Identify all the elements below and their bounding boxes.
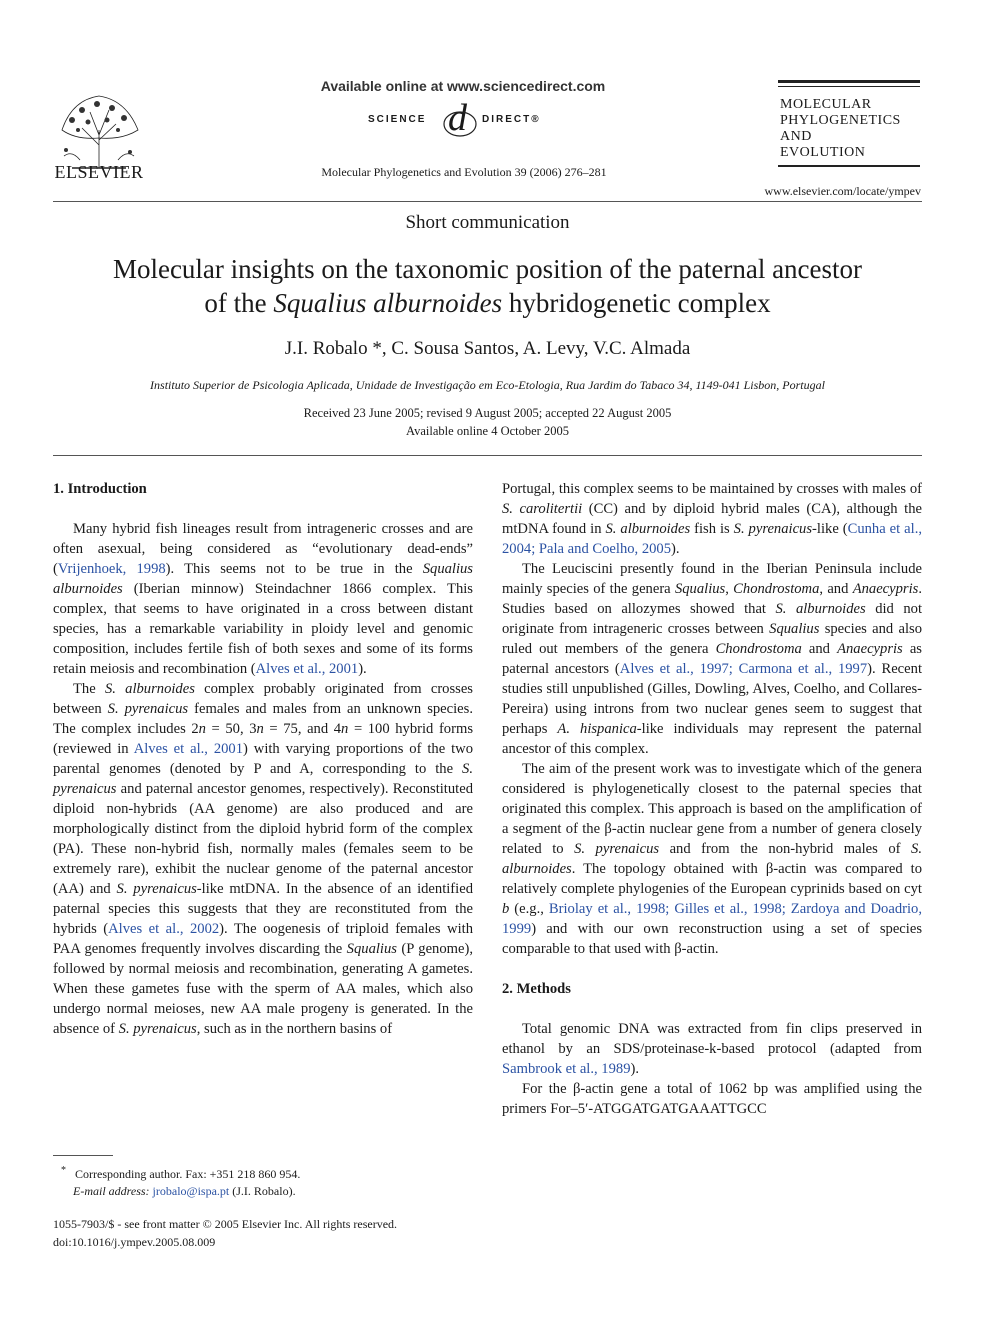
title-text: hybridogenetic complex — [502, 288, 771, 318]
footnote-divider — [53, 1155, 113, 1156]
citation-link[interactable]: Alves et al., 2001 — [133, 741, 244, 757]
available-online-date: Available online 4 October 2005 — [406, 424, 569, 438]
title-line-2 — [53, 286, 922, 320]
journal-brand-line: MOLECULAR — [780, 97, 872, 112]
email-label: E-mail address: — [73, 1184, 150, 1198]
sciencedirect-left-text: SCIENCE — [368, 114, 427, 125]
sciencedirect-swoosh-icon — [440, 104, 480, 140]
header-divider — [53, 201, 922, 202]
title-species-name: Squalius alburnoides — [273, 288, 503, 318]
sciencedirect-d-glyph: d — [448, 97, 467, 139]
paragraph: Many hybrid fish lineages result from intrageneric crosses and are often asexual, being considered as “evolutionary dead-ends” (Vrijenhoek, 1998). This seems not to be true in the Squalius alburnoides (Iberian minnow) Steindachner 1866 complex. This complex, that seems to have originated in a cross between distant species, has a remarkable variability in ploidy level and genomic composition, includes fertile fish of both sexes and some of its forms retain meiosis and recombination (Alves et al., 2001). — [53, 521, 473, 677]
paragraph: The aim of the present work was to investigate which of the genera considered is phylogenetically closest to the paternal species that originated this complex. This approach is based on the amplification of a segment of the β-actin nuclear gene from a number of genera closely related to S. pyrenaicus and from the non-hybrid males of S. alburnoides. The topology obtained with β-actin was compared to relatively complete phylogenies of the European cyprinids based on cyt b (e.g., Briolay et al., 1998; Gilles et al., 1998; Zardoya and Doadrio, 1999) and with our own reconstruction using a set of species comparable to that used with β-actin. — [502, 761, 922, 957]
section-heading-introduction: 1. Introduction — [53, 481, 147, 497]
journal-brand-rule — [778, 165, 920, 167]
paragraph: Portugal, this complex seems to be maintained by crosses with males of S. carolitertii (CC) and by diploid hybrid males (CA), although the mtDNA found in S. alburnoides fish is S. pyrenaicus-like (Cunha et al., 2004; Pala and Coelho, 2005). — [502, 481, 922, 557]
sciencedirect-logo[interactable] — [368, 97, 558, 140]
citation-link[interactable]: Cunha et al., 2004; Pala and Coelho, 2005 — [502, 521, 922, 557]
footnote-line — [53, 1183, 473, 1200]
citation-link[interactable]: Sambrook et al., 1989 — [502, 1061, 631, 1077]
journal-brand — [780, 97, 901, 161]
footnote-marker: * — [61, 1165, 66, 1176]
available-online-text[interactable]: Available online at www.sciencedirect.com — [320, 78, 606, 94]
paragraph: The S. alburnoides complex probably originated from crosses between S. pyrenaicus females and males from an unknown species. The complex includes 2n = 50, 3n = 75, and 4n = 100 hybrid forms (reviewed in Alves et al., 2001) with varying proportions of the two parental genomes (denoted by P and A, corresponding to the S. pyrenaicus and paternal ancestor genomes, respectively). Reconstituted diploid non-hybrids (AA genome) are also produced and are morphologically distinct from the diploid hybrid form of the complex (PA). These non-hybrid fish, normally males (females seem to be extremely rare), exhibit the nuclear genome of the paternal ancestor (AA) and S. pyrenaicus-like mtDNA. In the absence of an identified paternal species this suggests that they are reconstituted from the hybrids (Alves et al., 2002). The oogenesis of triploid females with PAA genomes frequently involves discarding the Squalius (P genome), followed by normal meiosis and recombination, generating A gametes. When these gametes fuse with the sperm of AA males, which also undergo normal meioses, new AA male progeny is generated. In the absence of S. pyrenaicus, such as in the northern basins of — [53, 681, 473, 1037]
journal-brand-line: EVOLUTION — [780, 145, 866, 160]
journal-url[interactable]: www.elsevier.com/locate/ympev — [764, 184, 921, 198]
email-link[interactable]: jrobalo@ispa.pt — [152, 1184, 230, 1198]
journal-brand-rule — [778, 86, 920, 87]
corresponding-author-text: Corresponding author. Fax: +351 218 860 954. — [75, 1167, 301, 1181]
citation-link[interactable]: Vrijenhoek, 1998 — [57, 561, 166, 577]
title-text: of the — [204, 288, 274, 318]
title-line-1: Molecular insights on the taxonomic position of the paternal ancestor — [112, 254, 863, 284]
article-title — [53, 252, 922, 320]
citation-link[interactable]: Alves et al., 1997; Carmona et al., 1997 — [619, 661, 868, 677]
citation-link[interactable]: Alves et al., 2001 — [255, 661, 359, 677]
front-matter — [53, 1215, 473, 1251]
section-heading-methods: 2. Methods — [502, 981, 571, 997]
left-column — [53, 479, 473, 1039]
issn-line: 1055-7903/$ - see front matter © 2005 Elsevier Inc. All rights reserved. — [53, 1217, 398, 1231]
paragraph: Total genomic DNA was extracted from fin clips preserved in ethanol by an SDS/proteinase-k-based protocol (adapted from Sambrook et al., 1989). — [502, 1021, 922, 1077]
sciencedirect-right-text: DIRECT® — [482, 114, 541, 125]
footnote-line — [53, 1162, 473, 1183]
abstract-divider — [53, 455, 922, 456]
journal-brand-line: PHYLOGENETICS — [780, 113, 901, 128]
paragraph: The Leuciscini presently found in the Iberian Peninsula include mainly species of the genera Squalius, Chondrostoma, and Anaecypris. Studies based on allozymes showed that S. alburnoides did not originate from intrageneric crosses between Squalius species and also ruled out members of the genera Chondrostoma and Anaecypris as paternal ancestors (Alves et al., 1997; Carmona et al., 1997). Recent studies still unpublished (Gilles, Dowling, Alves, Coelho, and Collares-Pereira) using introns from two nuclear genes seem to suggest that perhaps A. hispanica-like individuals may represent the paternal ancestor of this complex. — [502, 561, 923, 757]
article-dates — [53, 404, 922, 440]
citation-link[interactable]: Alves et al., 2002 — [108, 921, 220, 937]
author-list: J.I. Robalo *, C. Sousa Santos, A. Levy, V.C. Almada — [284, 338, 691, 359]
doi-line[interactable]: doi:10.1016/j.ympev.2005.08.009 — [53, 1235, 216, 1249]
paragraph: For the β-actin gene a total of 1062 bp was amplified using the primers For–5′-ATGGATGATGAAATTGCC — [502, 1081, 922, 1117]
journal-brand-line: AND — [780, 129, 812, 144]
citation-link[interactable]: Briolay et al., 1998; Gilles et al., 1998; Zardoya and Doadrio, 1999 — [502, 901, 922, 937]
received-dates: Received 23 June 2005; revised 9 August 2005; accepted 22 August 2005 — [303, 406, 672, 420]
corresponding-author-footnote — [53, 1162, 473, 1200]
journal-citation: Molecular Phylogenetics and Evolution 39 (2006) 276–281 — [321, 165, 607, 179]
affiliation: Instituto Superior de Psicologia Aplicada, Unidade de Investigação em Eco-Etologia, Rua Jardim do Tabaco 34, 1149-041 Lisbon, Portugal — [150, 378, 825, 392]
right-column — [502, 479, 922, 1119]
journal-brand-rule — [778, 80, 920, 83]
article-type: Short communication — [405, 212, 570, 233]
elsevier-wordmark: ELSEVIER — [54, 162, 144, 182]
email-suffix: (J.I. Robalo). — [232, 1184, 296, 1198]
